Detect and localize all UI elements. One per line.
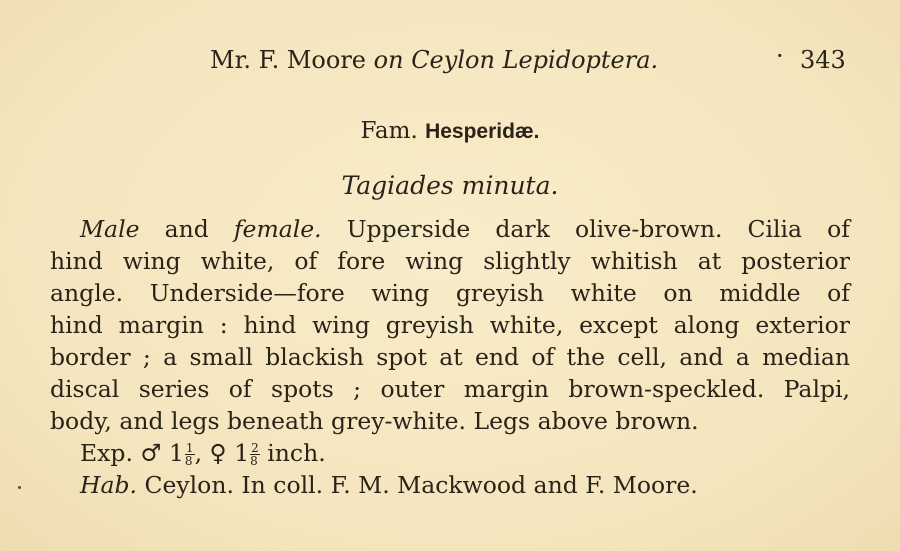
family-prefix: Fam. [360, 118, 418, 144]
description-line-5: border ; a small blackish spot at end of the cell, and a median [50, 343, 850, 371]
male-symbol: ♂ [140, 439, 162, 467]
description-line-6: discal series of spots ; outer margin brown-speckled. Palpi, [50, 375, 850, 403]
and-word: and [139, 215, 234, 243]
description-line-1-rest: Upperside dark olive-brown. Cilia of [321, 215, 850, 243]
page-number: 343 [800, 46, 846, 74]
header-on: on [373, 46, 404, 74]
description-line-4: hind margin : hind wing greyish white, except along exterior [50, 311, 850, 339]
habitat-text: Ceylon. In coll. F. M. Mackwood and F. Moore. [137, 471, 698, 499]
description-line-7: body, and legs beneath grey-white. Legs above brown. [50, 407, 699, 435]
species-heading: Tagiades minuta. [341, 171, 559, 200]
expanse-unit: inch. [267, 439, 326, 467]
description-line-3: angle. Underside—fore wing greyish white on middle of [50, 279, 850, 307]
species-description [50, 213, 850, 501]
habitat-line [50, 469, 850, 501]
male-expanse-whole: 1 [168, 439, 184, 467]
description-line-1 [50, 213, 850, 245]
header-author: Mr. F. Moore [210, 46, 366, 74]
margin-mark [18, 486, 21, 489]
header-subject: Ceylon Lepidoptera. [411, 46, 659, 74]
male-expanse-fraction: $\frac{1}{8}$ [184, 441, 194, 468]
female-symbol: ♀ [209, 439, 227, 467]
female-word: female. [233, 215, 322, 243]
expanse-label: Exp. [80, 439, 133, 467]
family-heading [0, 113, 900, 150]
female-expanse-fraction: $\frac{2}{8}$ [250, 441, 259, 468]
expanse-line: Exp. ♂ 1 $\frac{1}{8}$ , ♀ 1 $\frac{2}{8}$ inch. [80, 439, 326, 468]
habitat-label: Hab. [80, 471, 138, 499]
header-dot: · [776, 42, 784, 70]
female-expanse-whole: 1 [234, 439, 250, 467]
running-title [210, 40, 658, 80]
family-name: Hesperidæ. [425, 120, 540, 143]
male-word: Male [80, 215, 140, 243]
description-line-2: hind wing white, of fore wing slightly whitish at posterior [50, 247, 850, 275]
running-head [0, 40, 900, 80]
